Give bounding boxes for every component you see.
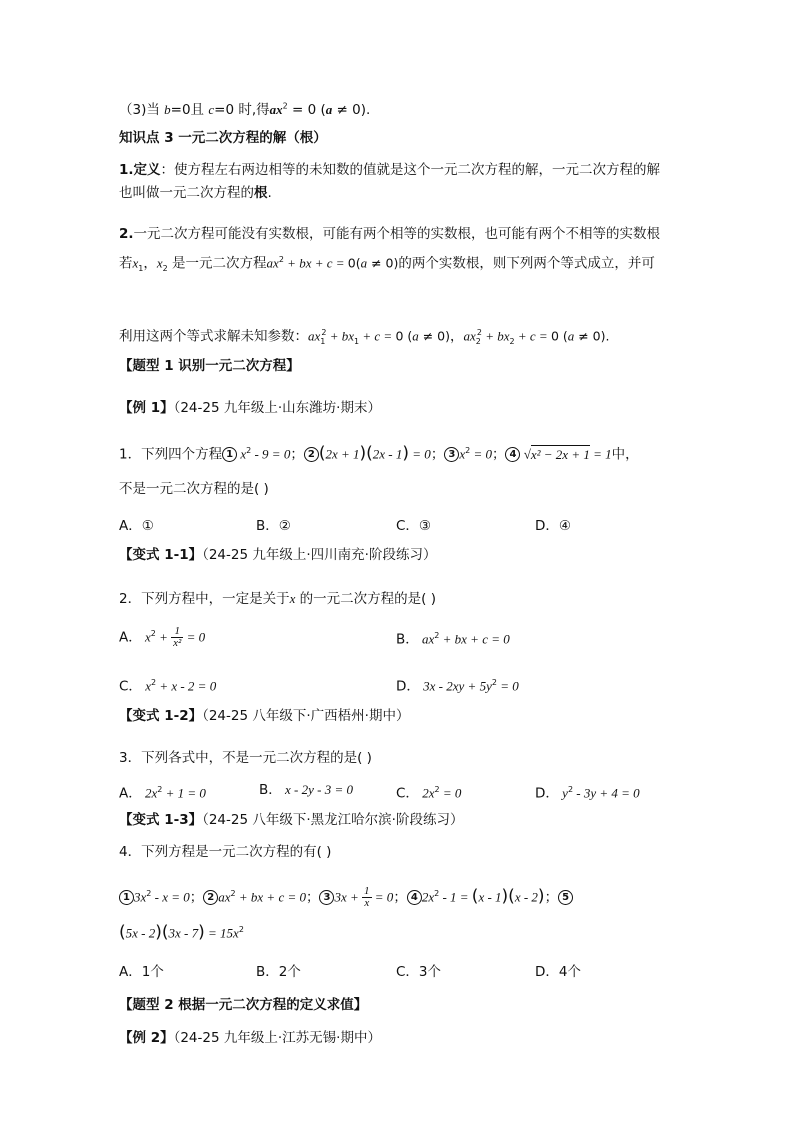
q3-option-a[interactable]: A． $2x^2 + 1 = 0$: [119, 785, 206, 802]
q4-option-c[interactable]: C．3个: [396, 964, 442, 980]
case-3-line: （3)当 b=0且 c=0 时,得$ax^2 = 0$ (a ≠ 0).: [119, 101, 371, 118]
q2-option-c[interactable]: C． $x^2 + x - 2 = 0$: [119, 678, 217, 695]
q1-option-b[interactable]: B．②: [256, 518, 291, 534]
question-1-stem: 1．下列四个方程 1 $x^2 - 9 = 0$； 2 (2x + 1)(2x - 1) = 0； 3 $x^2 = 0$； 4 √x² − 2x + 1 = 1中，: [119, 443, 639, 464]
question-4-equations: 1 $3x^2 - x = 0$； 2 $ax^2$ + bx + c = 0； 3 3x + $\frac{1}{x}$ = 0； 4 $2x^2 - 1 = (x - 1)(x - 2)$； 5: [119, 884, 573, 909]
definition-line-2: 也叫做一元二次方程的根.: [119, 185, 272, 201]
q1-option-a[interactable]: A．①: [119, 518, 154, 534]
q3-option-b[interactable]: B． x - 2y - 3 = 0: [259, 782, 353, 798]
q4-option-a[interactable]: A．1个: [119, 964, 164, 980]
q4-option-d[interactable]: D．4个: [535, 964, 581, 980]
variant-1-1-header: 【变式 1-1】（24-25 九年级上·四川南充·阶段练习）: [119, 547, 437, 563]
example-1-header: 【例 1】（24-25 九年级上·山东潍坊·期末）: [119, 400, 381, 416]
question-4-equation-5: $(5x - 2)(3x - 7) = 15x^2$: [119, 922, 244, 943]
question-4-stem: 4．下列方程是一元二次方程的有( ): [119, 844, 332, 860]
example-2-header: 【例 2】（24-25 九年级上·江苏无锡·期中）: [119, 1030, 381, 1046]
question-1-stem-cont: 不是一元二次方程的是( ): [119, 481, 269, 497]
q2-option-b[interactable]: B． $ax^2$ + bx + c = 0: [396, 631, 510, 648]
q3-option-c[interactable]: C． $2x^2 = 0$: [396, 785, 462, 802]
q1-option-d[interactable]: D．④: [535, 518, 571, 534]
q2-option-d[interactable]: D． $3x - 2xy + 5y^2 = 0$: [396, 678, 519, 695]
knowledge-point-3-title: 知识点 3 一元二次方程的解（根）: [119, 130, 327, 146]
q4-option-b[interactable]: B．2个: [256, 964, 301, 980]
roots-statement-line-3: 利用这两个等式求解未知参数：$ax_1^2 + bx_1 + c = 0$ (a ≠ 0)，$ax_2^2 + bx_2 + c = 0$ (a ≠ 0).: [119, 328, 610, 347]
roots-statement-line-1: 2.一元二次方程可能没有实数根，可能有两个相等的实数根，也可能有两个不相等的实数根: [119, 226, 661, 242]
question-2-stem: 2．下列方程中，一定是关于x 的一元二次方程的是( ): [119, 591, 436, 607]
q1-option-c[interactable]: C．③: [396, 518, 432, 534]
q3-option-d[interactable]: D． $y^2 - 3y + 4 = 0$: [535, 785, 640, 802]
variant-1-3-header: 【变式 1-3】（24-25 八年级下·黑龙江哈尔滨·阶段练习）: [119, 812, 464, 828]
definition-line-1: 1.定义：使方程左右两边相等的未知数的值就是这个一元二次方程的解，一元二次方程的解: [119, 162, 661, 178]
variant-1-2-header: 【变式 1-2】（24-25 八年级下·广西梧州·期中）: [119, 708, 410, 724]
question-3-stem: 3．下列各式中，不是一元二次方程的是( ): [119, 750, 372, 766]
question-type-1-title: 【题型 1 识别一元二次方程】: [119, 358, 300, 374]
q2-option-a[interactable]: A． $x^2$ + $\frac{1}{\text{x²}}$ = 0: [119, 625, 206, 649]
question-type-2-title: 【题型 2 根据一元二次方程的定义求值】: [119, 997, 368, 1013]
roots-statement-line-2: 若$x_1$，$x_2$ 是一元二次方程$ax^2$ + bx + c = 0(a ≠ 0)的两个实数根，则下列两个等式成立，并可: [119, 255, 655, 274]
